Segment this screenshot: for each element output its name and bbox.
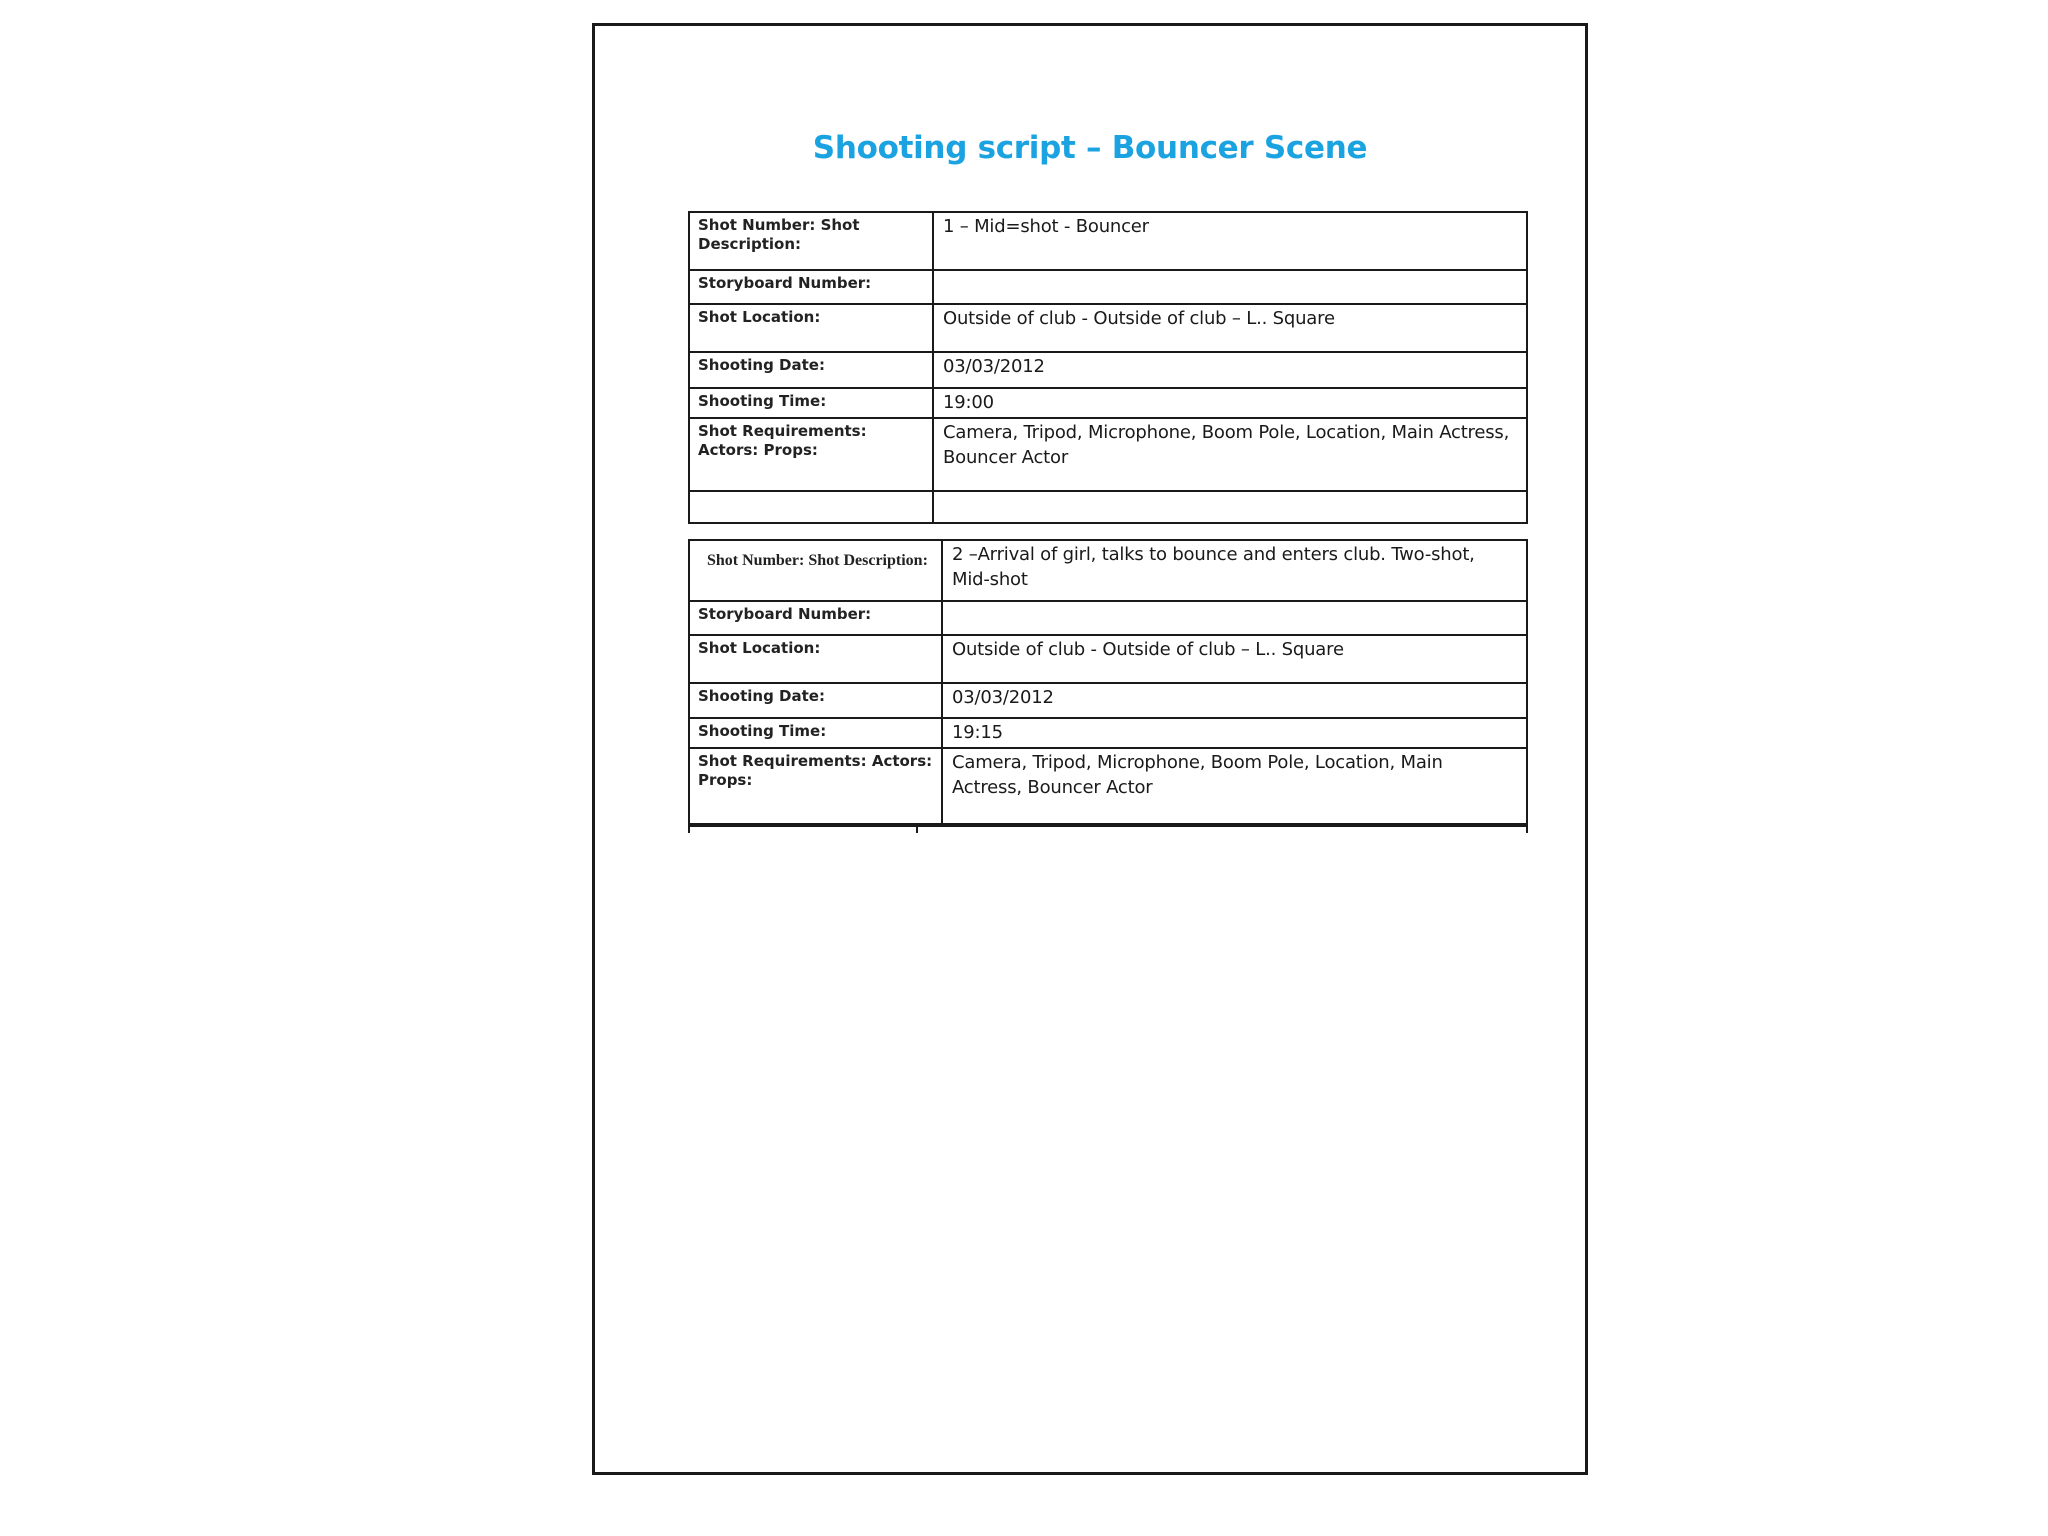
document-title: Shooting script – Bouncer Scene: [812, 130, 1368, 166]
shooting-date-label: Shooting Date:: [689, 683, 942, 718]
table-row: [689, 635, 1527, 683]
shot-requirements-value: Camera, Tripod, Microphone, Boom Pole, Location, Main Actress, Bouncer Actor: [942, 748, 1527, 824]
table-row: [689, 718, 1527, 748]
shot-location-label: Shot Location:: [689, 304, 933, 352]
table-row: [689, 748, 1527, 824]
table-row: [689, 212, 1527, 270]
shot-location-label: Shot Location:: [689, 635, 942, 683]
storyboard-number-value: [933, 270, 1527, 304]
next-table-stub: [688, 825, 1528, 833]
document-page: [592, 23, 1588, 1475]
shot-number-value: 1 – Mid=shot - Bouncer: [933, 212, 1527, 270]
table-row: [689, 601, 1527, 635]
shot-requirements-value: Camera, Tripod, Microphone, Boom Pole, Location, Main Actress, Bouncer Actor: [933, 418, 1527, 491]
shooting-time-value: 19:15: [942, 718, 1527, 748]
shooting-time-label: Shooting Time:: [689, 718, 942, 748]
empty-cell: [689, 491, 933, 523]
shooting-date-value: 03/03/2012: [942, 683, 1527, 718]
shot-table-1: [688, 211, 1528, 524]
shooting-date-value: 03/03/2012: [933, 352, 1527, 388]
table-row: [689, 352, 1527, 388]
table-edge: [688, 827, 690, 833]
table-row: [689, 540, 1527, 601]
table-edge: [1526, 827, 1528, 833]
shot-table-2: [688, 539, 1528, 825]
shot-number-label: Shot Number: Shot Description:: [689, 540, 942, 601]
table-row: [689, 683, 1527, 718]
storyboard-number-label: Storyboard Number:: [689, 601, 942, 635]
shot-requirements-label: Shot Requirements: Actors: Props:: [689, 748, 942, 824]
shooting-time-label: Shooting Time:: [689, 388, 933, 418]
column-divider: [916, 827, 918, 833]
shot-requirements-label: Shot Requirements: Actors: Props:: [689, 418, 933, 491]
shot-number-label: Shot Number: Shot Description:: [689, 212, 933, 270]
table-row: [689, 270, 1527, 304]
table-row: [689, 418, 1527, 491]
empty-cell: [933, 491, 1527, 523]
shot-number-value: 2 –Arrival of girl, talks to bounce and enters club. Two-shot, Mid-shot: [942, 540, 1527, 601]
shooting-time-value: 19:00: [933, 388, 1527, 418]
storyboard-number-label: Storyboard Number:: [689, 270, 933, 304]
shot-location-value: Outside of club - Outside of club – L.. Square: [933, 304, 1527, 352]
table-row: [689, 304, 1527, 352]
table-row: [689, 388, 1527, 418]
storyboard-number-value: [942, 601, 1527, 635]
shooting-date-label: Shooting Date:: [689, 352, 933, 388]
table-row-empty: [689, 491, 1527, 523]
shot-location-value: Outside of club - Outside of club – L.. Square: [942, 635, 1527, 683]
